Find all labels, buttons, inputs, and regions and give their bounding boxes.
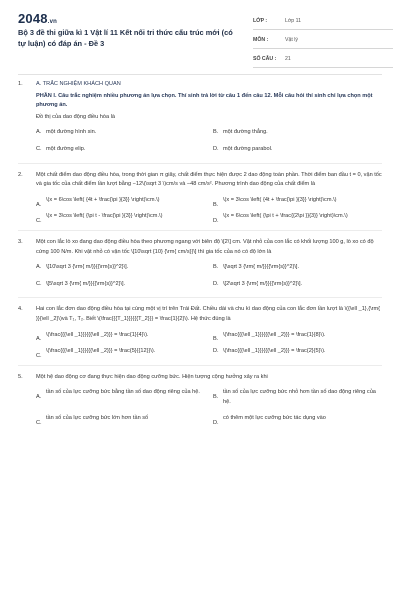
option-c[interactable]: C. \(x = 3\cos \left( {\pi t - \frac{\pi }{3}} \right)\cm.\) [36, 213, 163, 225]
question-stem: Một hệ dao động cơ đang thực hiện dao động cưỡng bức. Hiện tượng cộng hưởng xảy ra khi [36, 373, 268, 380]
question-3 [18, 238, 382, 289]
meta-label: MÔN : [253, 37, 269, 43]
option-a[interactable]: A. \(\frac{{{\ell _1}}}{{{\ell _2}}} = \frac{1}{4}\). [36, 331, 149, 343]
option-b[interactable]: B. \(x = 3\cos \left( {4t + \frac{\pi }{3}} \right)\cm.\) [213, 196, 337, 208]
answer-options [36, 128, 382, 154]
question-divider [18, 230, 382, 231]
answer-options [36, 388, 382, 427]
question-list [18, 80, 382, 431]
option-c[interactable]: C. một đường elip. [36, 145, 86, 152]
option-d[interactable]: D. \(\frac{{{\ell _1}}}{{{\ell _2}}} = \frac{2}{5}\). [213, 348, 326, 355]
meta-row-class [253, 14, 393, 30]
question-divider [18, 163, 382, 164]
option-c[interactable]: C. tần số của lực cưỡng bức lớn hơn tần số [36, 415, 149, 427]
question-number: 1. [18, 81, 23, 87]
meta-row-question-count [253, 52, 393, 68]
question-number: 3. [18, 238, 23, 245]
meta-value: Vật lý [285, 37, 298, 43]
meta-label: SỐ CÂU : [253, 56, 277, 62]
part-instructions: PHẦN I. Câu trắc nghiệm nhiều phương án lựa chọn. Thí sinh trả lời từ câu 1 đến câu 12. Mỗi câu hỏi thí sinh chỉ lựa chọn một phương án. [36, 92, 373, 109]
option-c[interactable]: C. \(\frac{{{\ell _1}}}{{{\ell _2}}} = \frac{5}{{12}}\). [36, 348, 156, 359]
option-a[interactable]: A. \(x = 6\cos \left( {4t + \frac{\pi }{3}} \right)\cm.\) [36, 196, 160, 208]
question-stem: Hai con lắc đơn dao động điều hòa tại cùng một vị trí trên Trái Đất. Chiều dài và chu kì dao động của con lắc đơn lần lượt là \({\ell _1},{\rm{ }}{\ell _2}\)và T₁, T₂. Biết \(\frac{{{T_1}}}{{{T_2}}} = \frac{1}{2}\). Hệ thức đúng là [36, 306, 381, 322]
header-divider [18, 74, 382, 75]
meta-value: 21 [285, 56, 291, 62]
question-2 [18, 171, 382, 225]
answer-options [36, 331, 382, 357]
meta-value: Lớp 11 [285, 18, 301, 24]
question-1 [18, 80, 382, 155]
option-d[interactable]: D. một đường parabol. [213, 145, 273, 152]
question-number: 4. [18, 306, 23, 313]
logo-main: 2048 [18, 11, 48, 26]
question-number: 2. [18, 171, 23, 178]
question-stem: Một con lắc lò xo đang dao động điều hòa theo phương ngang với biên độ \[2\] cm. Vật nhỏ của con lắc có khối lượng 100 g, lò xo có độ cứng 100 N/m. Khi vật nhỏ có vận tốc \[10\sqrt {10} {\rm{ cm/s}}\] thì gia tốc của nó có độ lớn là [36, 238, 374, 255]
option-a[interactable]: A. một đường hình sin. [36, 129, 97, 136]
question-4 [18, 305, 382, 359]
option-c[interactable]: C. \[5\sqrt 3 {\rm{ m/}}{{\rm{s}}^2}\]. [36, 280, 126, 287]
question-divider [18, 297, 382, 298]
option-b[interactable]: B. tần số của lực cưỡng bức nhỏ hơn tần số dao động riêng của hệ. [213, 389, 376, 405]
option-a[interactable]: A. tần số của lực cưỡng bức bằng tần số dao động riêng của hệ. [36, 389, 200, 401]
option-d[interactable]: D. có thêm một lực cưỡng bức tác dụng vào [213, 415, 326, 427]
site-logo[interactable] [18, 11, 57, 26]
question-number: 5. [18, 373, 23, 380]
option-a[interactable]: A. \[10\sqrt 3 {\rm{ m/}}{{\rm{s}}^2}\]. [36, 264, 129, 271]
option-d[interactable]: D. \[2\sqrt 3 {\rm{ m/}}{{\rm{s}}^2}\]. [213, 280, 303, 287]
document-title: Bộ 3 đề thi giữa kì 1 Vật lí 11 Kết nối tri thức cấu trúc mới (có tự luận) có đáp án - Đề 3 [18, 28, 233, 48]
answer-options [36, 196, 382, 225]
answer-options [36, 263, 382, 289]
meta-row-subject [253, 33, 393, 49]
question-stem: Đồ thị của dao động điều hòa là [36, 113, 115, 120]
logo-suffix: .vn [47, 19, 58, 25]
meta-label: LỚP : [253, 18, 268, 24]
page-header [0, 0, 400, 70]
option-b[interactable]: B. \[\sqrt 3 {\rm{ m/}}{{\rm{s}}^2}\]. [213, 264, 300, 271]
option-b[interactable]: B. \(\frac{{{\ell _1}}}{{{\ell _2}}} = \frac{1}{8}\). [213, 331, 326, 343]
question-stem: Một chất điểm dao động điều hòa, trong thời gian π giây, chất điểm thực hiện được 2 dao động toàn phần. Thời điểm ban đầu t = 0, vận tốc và gia tốc của chất điểm lần lượt bằng −12\(\sqrt 3 \)cm/s và −48 cm/s². Phương trình dao động của chất điểm là [36, 171, 382, 188]
question-divider [18, 365, 382, 366]
meta-panel [253, 14, 393, 71]
option-d[interactable]: D. \(x = 6\cos \left( {\pi t + \frac{{2\pi }}{3}} \right)\cm.\) [213, 213, 348, 225]
option-b[interactable]: B. một đường thẳng. [213, 129, 268, 136]
section-title: A. TRẮC NGHIỆM KHÁCH QUAN [36, 81, 121, 87]
question-5 [18, 373, 382, 427]
